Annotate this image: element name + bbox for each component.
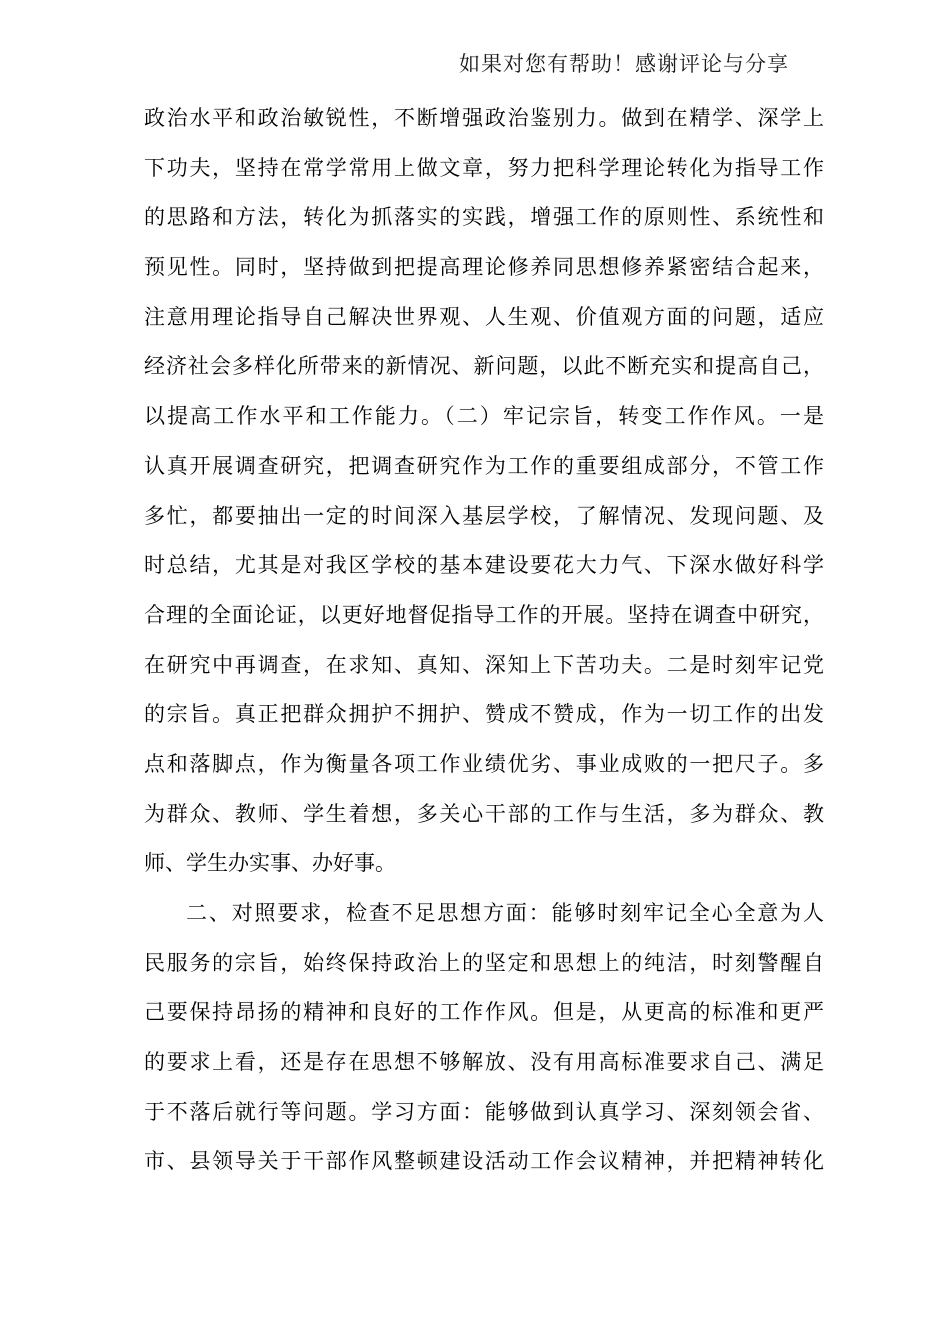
text-line: 己要保持昂扬的精神和良好的工作作风。但是，从更高的标准和更严 — [144, 1000, 824, 1025]
text-line: 的宗旨。真正把群众拥护不拥护、赞成不赞成，作为一切工作的出发 — [144, 702, 824, 727]
text-line: 注意用理论指导自己解决世界观、人生观、价值观方面的问题，适应 — [144, 304, 824, 329]
text-line: 市、县领导关于干部作风整顿建设活动工作会议精神，并把精神转化 — [144, 1149, 824, 1174]
paragraph-end-line: 师、学生办实事、办好事。 — [144, 851, 396, 876]
text-line: 预见性。同时，坚持做到把提高理论修养同思想修养紧密结合起来， — [144, 255, 824, 280]
text-line: 经济社会多样化所带来的新情况、新问题，以此不断充实和提高自己， — [144, 354, 824, 379]
document-body — [144, 99, 824, 1192]
text-line: 民服务的宗旨，始终保持政治上的坚定和思想上的纯洁，时刻警醒自 — [144, 950, 824, 975]
text-line: 时总结，尤其是对我区学校的基本建设要花大力气、下深水做好科学 — [144, 553, 824, 578]
text-line: 于不落后就行等问题。学习方面：能够做到认真学习、深刻领会省、 — [144, 1099, 824, 1124]
text-line: 的要求上看，还是存在思想不够解放、没有用高标准要求自己、满足 — [144, 1050, 824, 1075]
text-line: 的思路和方法，转化为抓落实的实践，增强工作的原则性、系统性和 — [144, 205, 824, 230]
text-line: 政治水平和政治敏锐性，不断增强政治鉴别力。做到在精学、深学上 — [144, 106, 824, 130]
text-line: 多忙，都要抽出一定的时间深入基层学校，了解情况、发现问题、及 — [144, 503, 824, 528]
text-line: 以提高工作水平和工作能力。（二）牢记宗旨，转变工作作风。一是 — [144, 404, 824, 429]
text-line: 合理的全面论证，以更好地督促指导工作的开展。坚持在调查中研究， — [144, 602, 824, 627]
text-line: 在研究中再调查，在求知、真知、深知上下苦功夫。二是时刻牢记党 — [144, 652, 824, 677]
text-line: 为群众、教师、学生着想，多关心干部的工作与生活，多为群众、教 — [144, 801, 824, 826]
paragraph-start-line: 二、对照要求，检查不足思想方面：能够时刻牢记全心全意为人 — [186, 901, 824, 925]
text-line: 下功夫，坚持在常学常用上做文章，努力把科学理论转化为指导工作 — [144, 155, 824, 180]
text-line: 点和落脚点，作为衡量各项工作业绩优劣、事业成败的一把尺子。多 — [144, 751, 824, 776]
page-header: 如果对您有帮助！感谢评论与分享 — [459, 52, 789, 76]
text-line: 认真开展调查研究，把调查研究作为工作的重要组成部分，不管工作 — [144, 453, 824, 478]
